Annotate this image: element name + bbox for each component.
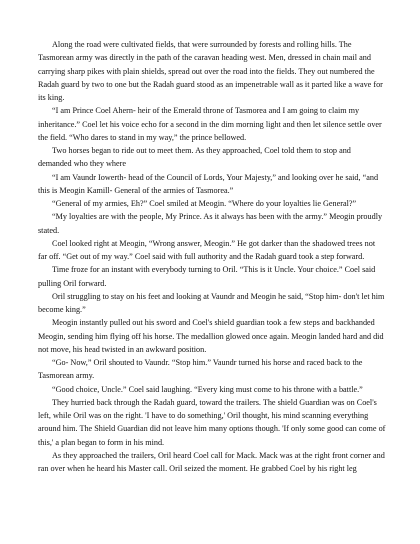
paragraph: “General of my armies, Eh?” Coel smiled at Meogin. “Where do your loyalties lie General?”	[52, 199, 357, 208]
paragraph: Two horses began to ride out to meet them. As they approached, Coel told them to stop and demanded who they where	[38, 146, 351, 169]
paragraph: “Go- Now,” Oril shouted to Vaundr. “Stop him.” Vaundr turned his horse and raced back to the Tasmorean army.	[38, 358, 363, 381]
paragraph: They hurried back through the Radah guard, toward the trailers. The shield Guardian was on Coel's left, while Oril was on the right. 'I have to do something,' Oril thought, his mind scanning everything around him. The Shield Guardian did not leave him many options though. 'If only some good can come of this,' a plan began to form in his mind.	[38, 397, 386, 447]
paragraph: As they approached the trailers, Oril heard Coel call for Mack. Mack was at the right front corner and ran over when he heard his Master call. Oril seized the moment. He grabbed Coel by his right leg	[38, 450, 385, 473]
paragraph: Coel looked right at Meogin, “Wrong answer, Meogin.” He got darker than the shadowed trees not far off. “Get out of my way.” Coel said with full authority and the Radah guard took a step forward.	[38, 238, 376, 261]
paragraph: Meogin instantly pulled out his sword and Coel's shield guardian took a few steps and backhanded Meogin, sending him flying off his horse. The medallion glowed once again. Meogin landed hard and did not move, his head twisted in an awkward position.	[38, 318, 384, 354]
paragraph: Oril struggling to stay on his feet and looking at Vaundr and Meogin he said, “Stop him- don't let him become king.”	[38, 291, 385, 314]
paragraph: Time froze for an instant with everybody turning to Oril. “This is it Uncle. Your choice.” Coel said pulling Oril forward.	[38, 265, 376, 288]
paragraph: “Good choice, Uncle.” Coel said laughing. “Every king must come to his throne with a battle.”	[52, 384, 363, 394]
paragraph: Along the road were cultivated fields, that were surrounded by forests and rolling hills. The Tasmorean army was directly in the path of the caravan heading west. Men, dressed in chain mail and carrying sharp pikes with plain shields, spread out over the road into the fields. They out numbered the Radah guard by two to one but the Radah guard stood as an impenetrable wall as it parted like a wave for its king.	[38, 40, 383, 102]
paragraph: “My loyalties are with the people, My Prince. As it always has been with the army.” Meogin proudly stated.	[38, 212, 383, 235]
paragraph: “I am Prince Coel Ahern- heir of the Emerald throne of Tasmorea and I am going to claim my inheritance.” Coel let his voice echo for a second in the dim morning light and then let silence settle over the field. “Who dares to stand in my way,” the prince bellowed.	[38, 106, 382, 142]
paragraph: “I am Vaundr Iowerth- head of the Council of Lords, Your Majesty,” and looking over he said, “and this is Meogin Kamill- General of the armies of Tasmorea.”	[38, 172, 379, 195]
document-page	[38, 38, 386, 475]
